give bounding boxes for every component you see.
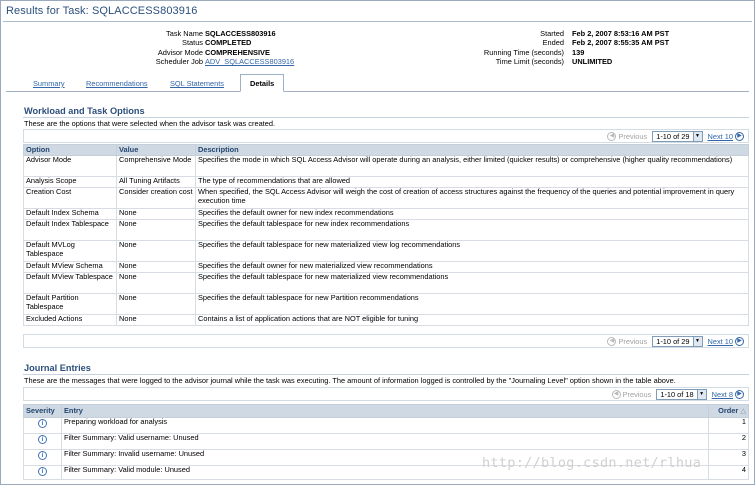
time-limit-value: UNLIMITED (572, 57, 613, 67)
description-cell: Specifies the default owner for new index recommendations (196, 209, 749, 220)
table-row (24, 156, 749, 177)
value-cell: None (117, 220, 196, 241)
journal-section-title: Journal Entries (24, 363, 91, 373)
option-cell: Excluded Actions (24, 315, 117, 326)
table-row (24, 262, 749, 273)
next-link[interactable]: Next 10 (707, 337, 733, 346)
running-time-label: Running Time (seconds) (483, 47, 564, 57)
previous-icon: ◀ (612, 390, 621, 399)
next-link[interactable]: Next 10 (707, 132, 733, 141)
info-icon: i (38, 419, 47, 428)
summary-right-labels (380, 29, 564, 67)
column-header-entry[interactable]: Entry (62, 405, 709, 418)
description-cell: Specifies the default tablespace for new materialized view log recommendations (196, 241, 749, 262)
table-row (24, 241, 749, 262)
description-cell: Contains a list of application actions that are NOT eligible for tuning (196, 315, 749, 326)
tab-details[interactable]: Details (240, 74, 284, 92)
range-select-value: 1-10 of 29 (656, 337, 690, 346)
info-icon: i (38, 435, 47, 444)
entry-cell: Filter Summary: Valid module: Unused (62, 466, 709, 480)
option-cell: Default MView Schema (24, 262, 117, 273)
option-cell: Default MVLog Tablespace (24, 241, 117, 262)
table-row (24, 315, 749, 326)
running-time-value: 139 (572, 47, 585, 57)
entry-cell: Preparing workload for analysis (62, 418, 709, 434)
workload-nav-top (23, 129, 749, 143)
description-cell: Specifies the mode in which SQL Access Advisor will operate during an analysis, either limited (quicker results) or comprehensive (higher quality recommendations) (196, 156, 749, 177)
workload-section-divider (23, 117, 749, 118)
severity-cell (24, 418, 62, 434)
severity-cell (24, 466, 62, 480)
description-cell: Specifies the default owner for new materialized view recommendations (196, 262, 749, 273)
journal-section-divider (23, 374, 749, 375)
option-cell: Creation Cost (24, 188, 117, 209)
next-icon[interactable]: ▶ (735, 337, 744, 346)
info-icon: i (38, 467, 47, 476)
ended-label: Ended (542, 38, 564, 48)
order-cell: 4 (709, 466, 749, 480)
range-select[interactable] (656, 389, 706, 400)
entry-cell: Filter Summary: Valid username: Unused (62, 434, 709, 450)
tab-recommendations[interactable]: Recommendations (86, 79, 148, 88)
workload-section-title: Workload and Task Options (24, 106, 145, 116)
value-cell: None (117, 294, 196, 315)
scheduler-job-value (205, 57, 294, 66)
title-divider (3, 21, 752, 22)
column-header-severity[interactable]: Severity (24, 405, 62, 418)
tab-bar (6, 75, 749, 92)
table-header-row (24, 145, 749, 156)
tab-summary[interactable]: Summary (33, 79, 65, 88)
table-header-row (24, 405, 749, 418)
table-row (24, 294, 749, 315)
value-cell: None (117, 241, 196, 262)
description-cell: Specifies the default tablespace for new Partition recommendations (196, 294, 749, 315)
option-cell: Default Index Schema (24, 209, 117, 220)
workload-options-table (23, 144, 749, 326)
value-cell: Comprehensive Mode (117, 156, 196, 177)
range-select-value: 1-10 of 29 (656, 132, 690, 141)
range-select[interactable] (652, 336, 702, 347)
previous-icon: ◀ (607, 337, 616, 346)
column-header-order[interactable] (709, 405, 749, 418)
workload-description: These are the options that were selected when the advisor task was created. (24, 119, 276, 128)
workload-nav-bottom (23, 334, 749, 348)
range-select[interactable] (652, 131, 702, 142)
chevron-down-icon: ▼ (693, 337, 702, 346)
started-label: Started (540, 29, 564, 38)
previous-icon: ◀ (607, 132, 616, 141)
scheduler-job-label: Scheduler Job (155, 57, 203, 67)
description-cell: When specified, the SQL Access Advisor will weigh the cost of creation of access structures against the frequency of the queries and potential improvement in query execution time (196, 188, 749, 209)
option-cell: Default Index Tablespace (24, 220, 117, 241)
option-cell: Default Partition Tablespace (24, 294, 117, 315)
option-cell: Advisor Mode (24, 156, 117, 177)
severity-cell (24, 434, 62, 450)
started-value: Feb 2, 2007 8:53:16 AM PST (572, 29, 670, 38)
value-cell: All Tuning Artifacts (117, 177, 196, 188)
next-icon[interactable]: ▶ (735, 390, 744, 399)
value-cell: None (117, 209, 196, 220)
table-row (24, 209, 749, 220)
range-select-value: 1-10 of 18 (660, 390, 694, 399)
table-row (24, 418, 749, 434)
page-title: Results for Task: SQLACCESS803916 (6, 5, 198, 17)
value-cell: Consider creation cost (117, 188, 196, 209)
order-cell: 1 (709, 418, 749, 434)
advisor-mode-value: COMPREHENSIVE (205, 47, 270, 57)
description-cell: Specifies the default tablespace for new materialized view recommendations (196, 273, 749, 294)
next-link[interactable]: Next 8 (711, 390, 733, 399)
info-icon: i (38, 451, 47, 460)
time-limit-label: Time Limit (seconds) (495, 57, 564, 67)
ended-value: Feb 2, 2007 8:55:35 AM PST (572, 38, 670, 48)
next-icon[interactable]: ▶ (735, 132, 744, 141)
table-row (24, 273, 749, 294)
chevron-down-icon: ▼ (697, 390, 706, 399)
description-cell: The type of recommendations that are allowed (196, 177, 749, 188)
journal-nav-top (23, 387, 749, 401)
column-header-description: Description (196, 145, 749, 156)
option-cell: Default MView Tablespace (24, 273, 117, 294)
column-header-option: Option (24, 145, 117, 156)
value-cell: None (117, 315, 196, 326)
column-header-order-label: Order (718, 406, 739, 415)
scheduler-job-link[interactable]: ADV_SQLACCESS803916 (205, 57, 295, 67)
chevron-down-icon: ▼ (693, 132, 702, 141)
summary-left-labels (0, 29, 203, 67)
column-header-value: Value (117, 145, 196, 156)
option-cell: Analysis Scope (24, 177, 117, 188)
previous-link[interactable]: Previous (618, 132, 648, 141)
severity-cell (24, 450, 62, 466)
task-name-value: SQLACCESS803916 (205, 29, 276, 38)
order-cell: 3 (709, 450, 749, 466)
description-cell: Specifies the default tablespace for new index recommendations (196, 220, 749, 241)
journal-description: These are the messages that were logged to the advisor journal while the task was executing. The amount of information logged is controlled by the "Journaling Level" option shown in the table above. (24, 376, 676, 385)
entry-cell: Filter Summary: Invalid username: Unused (62, 450, 709, 466)
summary-right-values (572, 29, 669, 67)
table-row (24, 177, 749, 188)
watermark-text: http://blog.csdn.net/rlhua (482, 455, 702, 471)
task-name-label: Task Name (166, 29, 203, 38)
previous-link[interactable]: Previous (622, 390, 652, 399)
advisor-mode-label: Advisor Mode (157, 47, 203, 57)
value-cell: None (117, 262, 196, 273)
table-row (24, 434, 749, 450)
table-row (24, 188, 749, 209)
status-label: Status (182, 38, 203, 48)
tab-sql-statements[interactable]: SQL Statements (170, 79, 224, 88)
previous-link[interactable]: Previous (618, 337, 648, 346)
table-row (24, 220, 749, 241)
order-cell: 2 (709, 434, 749, 450)
value-cell: None (117, 273, 196, 294)
status-value: COMPLETED (205, 38, 252, 48)
summary-left-values (205, 29, 294, 67)
sort-ascending-icon: △ (740, 406, 746, 415)
